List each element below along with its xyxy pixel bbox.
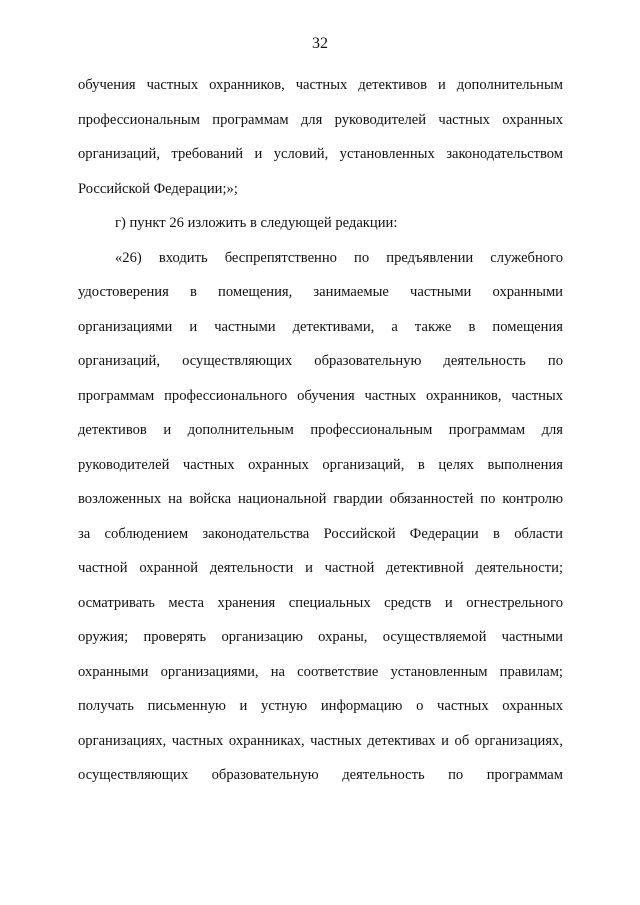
text-line: детективов и дополнительным профессиональным программам для	[78, 422, 563, 438]
text-line: оружия; проверять организацию охраны, осуществляемой частными	[78, 629, 563, 645]
text-line: руководителей частных охранных организаций, в целях выполнения	[78, 456, 563, 473]
text-line: за соблюдением законодательства Российской Федерации в области	[78, 525, 563, 542]
text-line: осматривать места хранения специальных средств и огнестрельного	[78, 594, 563, 611]
text-line: организациях, частных охранниках, частных детективах и об организациях,	[78, 732, 563, 749]
text-line: организациями и частными детективами, а также в помещения	[78, 318, 563, 335]
body-text	[78, 68, 563, 793]
text-line: программам профессионального обучения частных охранников, частных	[78, 387, 563, 404]
text-line: удостоверения в помещения, занимаемые частными охранными	[78, 284, 563, 300]
text-line: организаций, осуществляющих образовательную деятельность по	[78, 353, 563, 369]
text-line: г) пункт 26 изложить в следующей редакции:	[115, 215, 398, 231]
text-line: получать письменную и устную информацию о частных охранных	[78, 698, 563, 714]
text-line: «26) входить беспрепятственно по предъявлении служебного	[115, 249, 563, 266]
text-line: осуществляющих образовательную деятельность по программам	[78, 767, 563, 783]
page-number: 32	[312, 35, 328, 52]
text-line: обучения частных охранников, частных детективов и дополнительным	[78, 77, 563, 93]
text-line: Российской Федерации;»;	[78, 180, 238, 197]
text-line: охранными организациями, на соответствие установленным правилам;	[78, 663, 563, 680]
text-line: возложенных на войска национальной гвардии обязанностей по контролю	[78, 491, 563, 507]
text-line: частной охранной деятельности и частной детективной деятельности;	[78, 560, 563, 576]
text-line: организаций, требований и условий, установленных законодательством	[78, 146, 563, 162]
text-line: профессиональным программам для руководителей частных охранных	[78, 111, 563, 128]
